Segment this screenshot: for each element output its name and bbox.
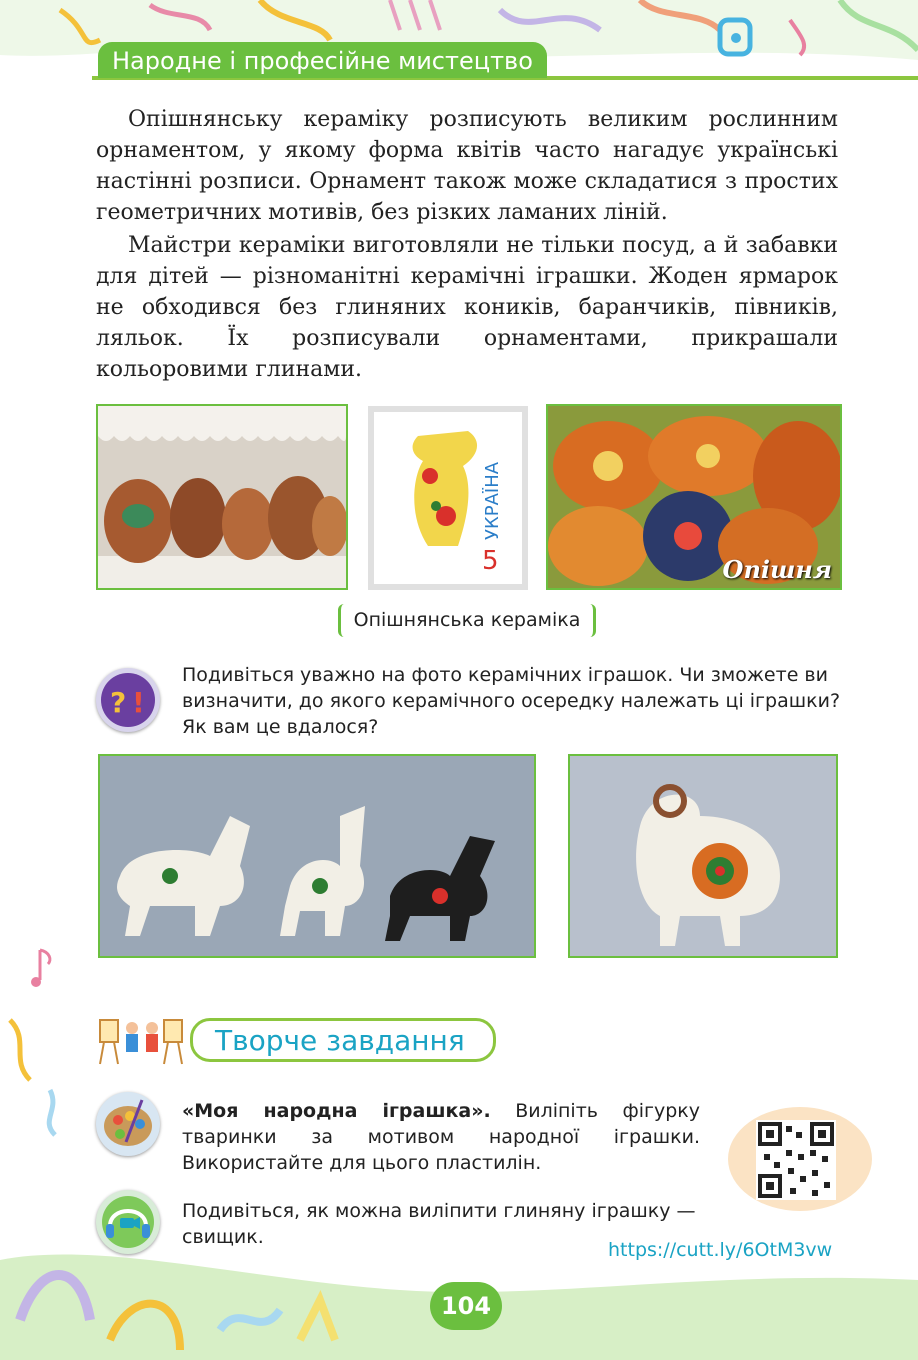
stamp-country: УКРАЇНА xyxy=(482,461,503,541)
question-text: Подивіться уважно на фото керамічних іграшок. Чи зможете ви визначити, до якого керамічного осередку належать ці іграшки? Як вам це вдалося? xyxy=(182,664,841,738)
stamp-value: 5 xyxy=(482,546,499,576)
paragraph-1: Опішнянську кераміку розписують великим рослинним орнаментом, у якому форма квітів часто нагадує українські настінні розписи. Орнамент також може складатися з простих геометричних мотивів, без різких ламаних ліній. xyxy=(96,107,838,225)
task-title: «Моя народна іграшка». xyxy=(182,1100,491,1122)
photo-toy-ram xyxy=(568,754,838,958)
kids-painting-icon xyxy=(96,1014,188,1066)
svg-text:!: ! xyxy=(132,686,145,719)
task-body: Виліпіть фігурку тваринки за мотивом народної іграшки. Використайте для цього пластилін. xyxy=(182,1100,700,1174)
paragraph-2: Майстри кераміки виготовляли не тільки посуд, а й забавки для дітей — різноманітні керамічні іграшки. Жоден ярмарок не обходився без глиняних коників, баранчиків, півників, ляльок. Їх розписували орнаментами, прикрашали кольоровими глинами. xyxy=(96,233,838,382)
svg-text:?: ? xyxy=(110,686,127,719)
opishnia-label: Опішня xyxy=(722,555,832,584)
photo-caption: Опішнянська кераміка xyxy=(338,604,596,637)
video-link[interactable]: https://cutt.ly/6OtM3vw xyxy=(608,1239,833,1261)
section-title: Народне і професійне мистецтво xyxy=(98,42,547,78)
page-number: 104 xyxy=(430,1282,502,1330)
question-exclamation-icon xyxy=(96,668,160,732)
photo-jugs-shelf xyxy=(96,404,348,590)
photo-postage-stamp xyxy=(368,406,528,590)
creative-task-title: Творче завдання xyxy=(190,1018,496,1062)
video-instruction: Подивіться, як можна виліпити глиняну іграшку — свищик. xyxy=(182,1200,696,1248)
photo-opishnia-ceramics xyxy=(546,404,842,590)
decorative-left-side xyxy=(0,940,80,1140)
photo-toy-horses xyxy=(98,754,536,958)
